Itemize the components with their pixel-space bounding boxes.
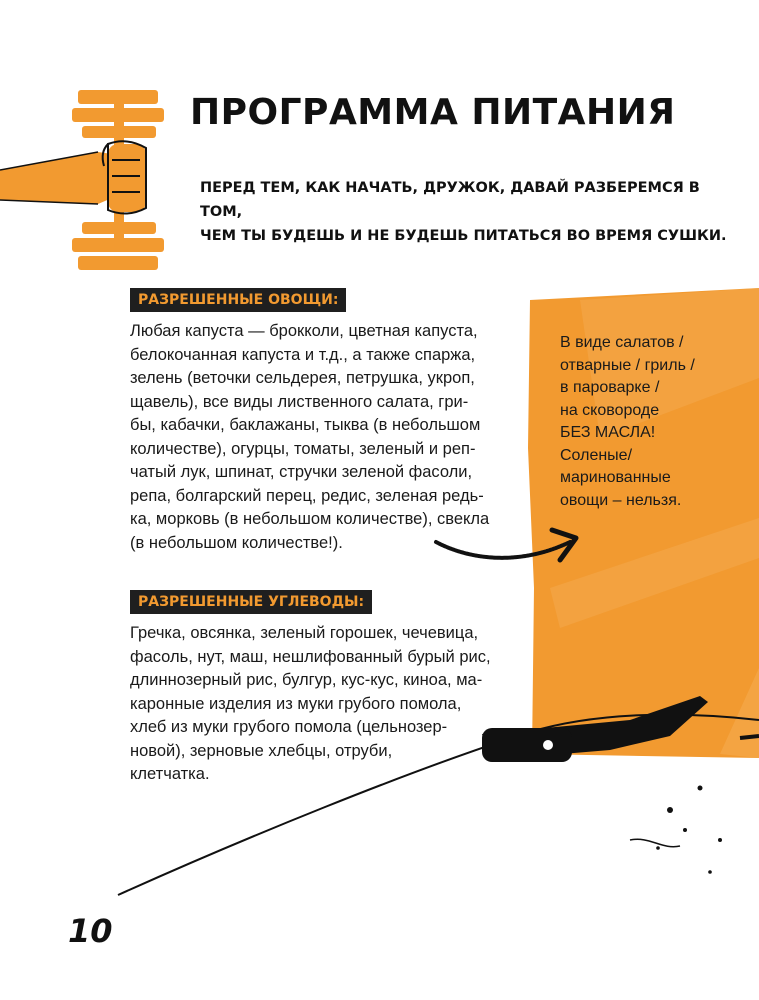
carbs-line: новой), зерновые хлебцы, отруби, [130, 741, 393, 760]
page-title: ПРОГРАММА ПИТАНИЯ [190, 92, 676, 133]
vegetables-line: Любая капуста — брокколи, цветная капуста, [130, 322, 478, 340]
vegetables-line: репа, болгарский перец, редис, зеленая редь- [130, 486, 484, 505]
note-line: на сковороде [560, 401, 660, 419]
vegetables-line: (в небольшом количестве!). [130, 533, 343, 552]
vegetables-line: бы, кабачки, баклажаны, тыква (в небольшом [130, 416, 481, 434]
carbs-section-label: РАЗРЕШЕННЫЕ УГЛЕВОДЫ: [130, 590, 372, 614]
vegetables-line: количестве), огурцы, томаты, зеленый и реп- [130, 439, 476, 458]
dumbbell-hand-icon [0, 82, 180, 277]
knife-table-illustration [110, 690, 759, 900]
note-line: Соленые/ [560, 446, 633, 464]
note-line: маринованные [560, 469, 671, 486]
note-line: овощи – нельзя. [560, 491, 682, 509]
carbs-line: каронные изделия из муки грубого помола, [130, 694, 462, 713]
note-line: В виде салатов / [560, 334, 684, 351]
intro-line-1: ПЕРЕД ТЕМ, КАК НАЧАТЬ, ДРУЖОК, ДАВАЙ РАЗБЕРЕМСЯ В ТОМ, [200, 180, 700, 220]
carbs-line: фасоль, нут, маш, нешлифованный бурый рис, [130, 647, 491, 666]
intro-line-2: ЧЕМ ТЫ БУДЕШЬ И НЕ БУДЕШЬ ПИТАТЬСЯ ВО ВРЕМЯ СУШКИ. [200, 228, 727, 244]
carbs-line: клетчатка. [130, 765, 210, 783]
arrow-icon [430, 520, 590, 580]
note-line: БЕЗ МАСЛА! [560, 424, 656, 441]
carbs-line: Гречка, овсянка, зеленый горошек, чечевица, [130, 624, 479, 642]
carbs-line: хлеб из муки грубого помола (цельнозер- [130, 718, 448, 736]
cooking-note [560, 332, 750, 512]
vegetables-line: ка, морковь (в небольшом количестве), свекла [130, 510, 490, 528]
vegetables-line: зелень (веточки сельдерея, петрушка, укроп, [130, 369, 475, 387]
page-number: 10 [68, 912, 113, 950]
vegetables-section-label: РАЗРЕШЕННЫЕ ОВОЩИ: [130, 288, 346, 312]
note-line: в пароварке / [560, 379, 660, 396]
vegetables-line: щавель), все виды лиственного салата, гри- [130, 392, 469, 411]
vegetables-line: чатый лук, шпинат, стручки зеленой фасоли, [130, 463, 473, 481]
intro-text [200, 176, 740, 248]
note-line: отварные / гриль / [560, 356, 695, 374]
carbs-line: длиннозерный рис, булгур, кус-кус, киноа, ма- [130, 671, 483, 689]
vegetables-line: белокочанная капуста и т.д., а также спаржа, [130, 345, 476, 364]
